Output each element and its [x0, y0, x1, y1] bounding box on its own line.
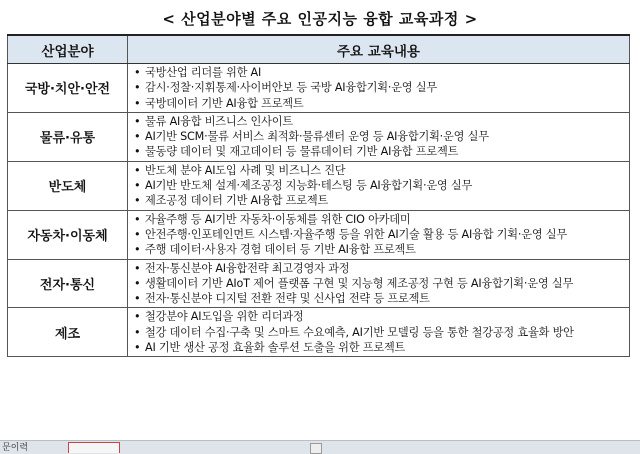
content-cell [128, 210, 630, 259]
curriculum-table [7, 34, 630, 357]
list-item: • 국방데이터 기반 AI융합 프로젝트 [134, 96, 626, 111]
list-item: • 전자·통신분야 AI융합전략 최고경영자 과정 [134, 261, 626, 276]
table-header-row [8, 35, 630, 64]
field-cell: 제조 [8, 308, 128, 357]
header-field: 산업분야 [8, 35, 128, 64]
field-cell: 반도체 [8, 161, 128, 210]
toolbar-label: 문이력 [2, 443, 29, 453]
field-cell: 물류·유통 [8, 112, 128, 161]
list-item: • 제조공정 데이터 기반 AI융합 프로젝트 [134, 193, 626, 208]
list-item: • 주행 데이터·사용자 경험 데이터 등 기반 AI융합 프로젝트 [134, 242, 626, 257]
table-row [8, 112, 630, 161]
list-item: • 안전주행·인포테인먼트 시스템·자율주행 등을 위한 AI기술 활용 등 AI융합 기획·운영 실무 [134, 227, 626, 242]
list-item: • 생활데이터 기반 AIoT 제어 플랫폼 구현 및 지능형 제조공정 구현 등 AI융합기획·운영 실무 [134, 276, 626, 291]
page-title: < 산업분야별 주요 인공지능 융합 교육과정 > [162, 10, 478, 28]
field-cell: 전자·통신 [8, 259, 128, 308]
field-cell: 국방·치안·안전 [8, 64, 128, 113]
field-cell: 자동차·이동체 [8, 210, 128, 259]
content-cell [128, 259, 630, 308]
table-row [8, 64, 630, 113]
header-content: 주요 교육내용 [128, 35, 630, 64]
list-item: • 감시·정찰·지휘통제·사이버안보 등 국방 AI융합기획·운영 실무 [134, 80, 626, 95]
content-cell [128, 161, 630, 210]
content-cell [128, 64, 630, 113]
table-row [8, 308, 630, 357]
list-item: • AI기반 SCM·물류 서비스 최적화·물류센터 운영 등 AI융합기획·운영 실무 [134, 129, 626, 144]
list-item: • 철강 데이터 수집·구축 및 스마트 수요예측, AI기반 모델링 등을 통한 철강공정 효율화 방안 [134, 325, 626, 340]
table-row [8, 161, 630, 210]
table-row [8, 210, 630, 259]
bottom-toolbar [0, 440, 640, 454]
toolbar-icon[interactable] [310, 443, 322, 454]
content-cell [128, 308, 630, 357]
list-item: • 자율주행 등 AI기반 자동차·이동체를 위한 CIO 아카데미 [134, 212, 626, 227]
toolbar-tab[interactable] [68, 442, 120, 453]
list-item: • 국방산업 리더를 위한 AI [134, 65, 626, 80]
table-row [8, 259, 630, 308]
list-item: • 물동량 데이터 및 재고데이터 등 물류데이터 기반 AI융합 프로젝트 [134, 144, 626, 159]
list-item: • 전자·통신분야 디지털 전환 전략 및 신사업 전략 등 프로젝트 [134, 291, 626, 306]
content-cell [128, 112, 630, 161]
list-item: • AI 기반 생산 공정 효율화 솔루션 도출을 위한 프로젝트 [134, 340, 626, 355]
list-item: • AI기반 반도체 설계·제조공정 지능화·테스팅 등 AI융합기획·운영 실무 [134, 178, 626, 193]
list-item: • 물류 AI융합 비즈니스 인사이트 [134, 114, 626, 129]
list-item: • 철강분야 AI도입을 위한 리더과정 [134, 309, 626, 324]
list-item: • 반도체 분야 AI도입 사례 및 비즈니스 진단 [134, 163, 626, 178]
